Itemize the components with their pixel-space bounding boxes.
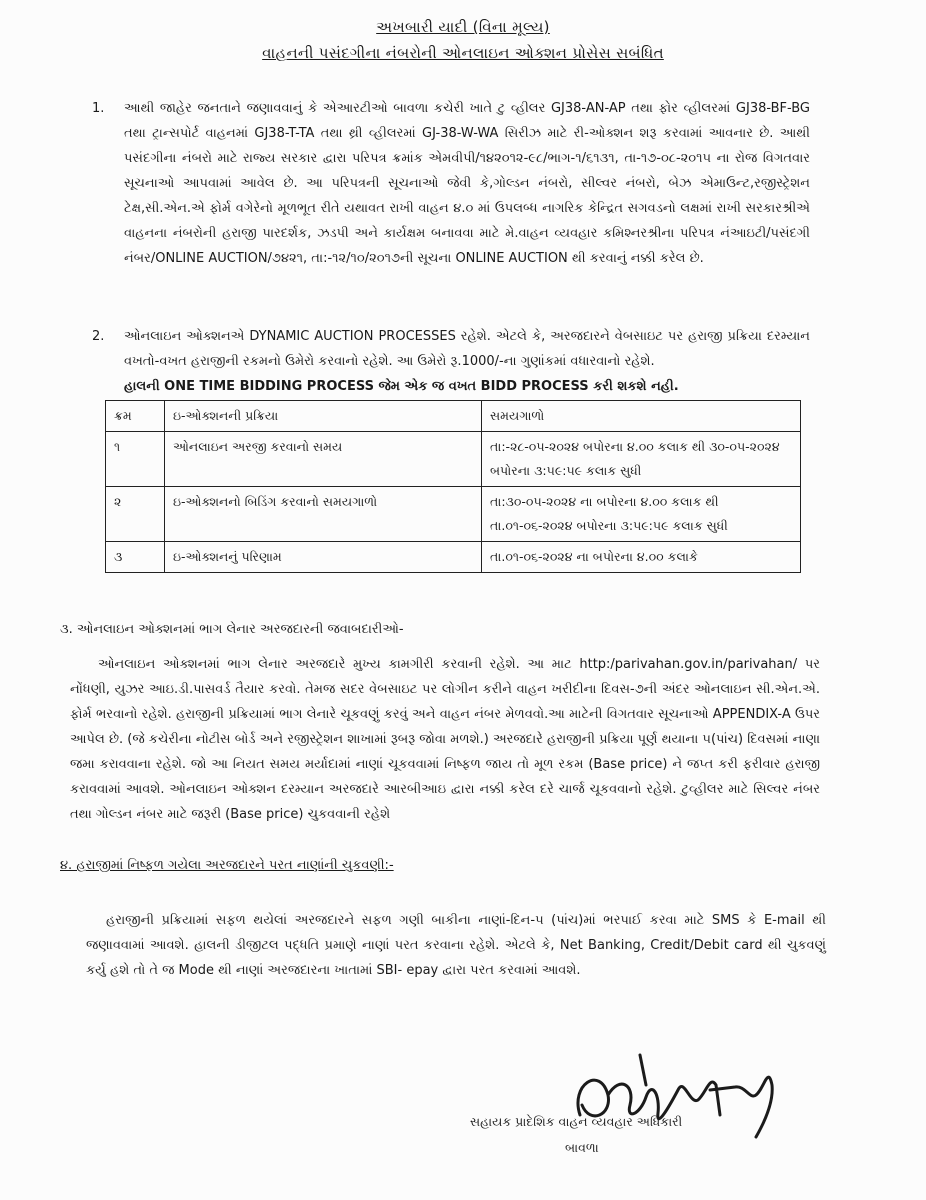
section-4-heading: ૪. હરાજીમાં નિષ્ફળ ગયેલા અરજદારને પરત નાણાંની ચુકવણી:- <box>60 858 394 873</box>
section-1-text: આથી જાહેર જનતાને જણાવવાનું કે એઆરટીઓ બાવળા કચેરી ખાતે ટુ વ્હીલર GJ38-AN-AP તથા ફોર વ્હીલરમાં GJ38-BF-BG તથા ટ્રાન્સપોર્ટ વાહનમાં GJ38-T-TA તથા થ્રી વ્હીલરમાં GJ-38-W-WA સિરીઝ માટે રી-ઓક્શન શરૂ કરવામાં આવનાર છે. આથી પસંદગીના નંબરો માટે રાજ્ય સરકાર દ્વારા પરિપત્ર ક્રમાંક એમવીપી/૧૪૨૦૧૨-૯૮/ભાગ-૧/૬૧૩૧, તા-૧૭-૦૮-૨૦૧૫ ના રોજ વિગતવાર સૂચનાઓ આપવામાં આવેલ છે. આ પરિપત્રની સૂચનાઓ જેવી કે,ગોલ્ડન નંબરો, સીલ્વર નંબરો, બેઝ એમાઉન્ટ,રજીસ્ટ્રેશન ટેક્ષ,સી.એન.એ ફોર્મ વગેરેનો મૂળભૂત રીતે યથાવત રાખી વાહન ૪.૦ માં ઉપલબ્ધ નાગરિક કેન્દ્રિત સગવડનો લક્ષમાં રાખી સરકારશ્રીએ વાહનના નંબરોની હરાજી પારદર્શક, ઝડપી અને કાર્યક્ષમ બનાવવા માટે મે.વાહન વ્યવહાર કમિશ્નરશ્રીના પરિપત્ર નંઆઇટી/પસંદગી નંબર/ONLINE AUCTION/૭૪૨૧, તા:-૧૨/૧૦/૨૦૧૭ની સૂચના ONLINE AUCTION થી કરવાનું નક્કી કરેલ છે. <box>124 101 810 266</box>
row-period: તા.૦૧-૦૬-૨૦૨૪ ના બપોરના ૪.૦૦ કલાકે <box>482 542 801 573</box>
auction-schedule-table <box>105 400 801 573</box>
row-process: ઇ-ઓક્શનનું પરિણામ <box>165 542 482 573</box>
row-sr: ૧ <box>106 432 165 487</box>
row-process: ઇ-ઓક્શનનો બિડિંગ કરવાનો સમયગાળો <box>165 487 482 542</box>
table-row <box>106 487 801 542</box>
signatory-designation: સહાયક પ્રાદેશિક વાહન વ્યવહાર અધિકારી <box>470 1114 683 1129</box>
row-sr: ૨ <box>106 487 165 542</box>
row-sr: ૩ <box>106 542 165 573</box>
row-period: તા:૩૦-૦૫-૨૦૨૪ ના બપોરના ૪.૦૦ કલાક થી તા.૦૧-૦૬-૨૦૨૪ બપોરના ૩:૫૯:૫૯ કલાક સુધી <box>482 487 801 542</box>
section-3-heading: ૩. ઓનલાઇન ઓક્શનમાં ભાગ લેનાર અરજદારની જવાબદારીઓ- <box>60 622 404 637</box>
document-title: અખબારી યાદી (વિના મૂલ્ય) <box>376 18 550 36</box>
section-3-text: ઓનલાઇન ઓક્શનમાં ભાગ લેનાર અરજદારે મુખ્ય કામગીરી કરવાની રહેશે. આ માટ http:/parivahan.gov.in/parivahan/ પર નોંધણી, યુઝર આઇ.ડી.પાસવર્ડ તૈયાર કરવો. તેમજ સદર વેબસાઇટ પર લોગીન કરીને વાહન ખરીદીના દિવસ-૭ની અંદર ઓનલાઇન સી.એન.એ. ફોર્મ ભરવાનો રહેશે. હરાજીની પ્રક્રિયામાં ભાગ લેનારે ચૂકવણું કરવું અને વાહન નંબર મેળવવો.આ માટેની વિગતવાર સૂચનાઓ APPENDIX-A ઉપર આપેલ છે. (જે કચેરીના નોટીસ બોર્ડ અને રજીસ્ટ્રેશન શાખામાં રૂબરૂ જોવા મળશે.) અરજદારે હરાજીની પ્રક્રિયા પૂર્ણ થયાના ૫(પાંચ) દિવસમાં નાણા જમા કરાવવાના રહેશે. જો આ નિયત સમય મર્યાદામાં નાણાં ચૂકવવામાં નિષ્ફળ જાય તો મૂળ રકમ (Base price) ને જપ્ત કરી ફરીવાર હરાજી કરાવવામાં આવશે. ઓનલાઇન ઓક્શન દરમ્યાન અરજદારે આરબીઆઇ દ્વારા નક્કી કરેલ દરે ચાર્જ ચૂકવવાનો રહેશે. ટુવ્હીલર માટે સિલ્વર નંબર તથા ગોલ્ડન નંબર માટે જરૂરી (Base price) ચુકવવાની રહેશે <box>70 657 820 822</box>
section-2-number: 2. <box>92 329 105 344</box>
table-row <box>106 432 801 487</box>
table-header-row <box>106 401 801 432</box>
section-2-text: ઓનલાઇન ઓક્શનએ DYNAMIC AUCTION PROCESSES રહેશે. એટલે કે, અરજદારને વેબસાઇટ પર હરાજી પ્રક્રિયા દરમ્યાન વખતો-વખત હરાજીની રકમનો ઉમેરો કરવાનો રહેશે. આ ઉમેરો રૂ.1000/-ના ગુણાંકમાં વધારવાનો રહેશે. <box>124 329 810 369</box>
section-4-text: હરાજીની પ્રક્રિયામાં સફળ થયેલાં અરજદારને સફળ ગણી બાકીના નાણાં-દિન-૫ (પાંચ)માં ભરપાઈ કરવા માટે SMS કે E-mail થી જણાવવામાં આવશે. હાલની ડીજીટલ પદ્ધતિ પ્રમાણે નાણાં પરત કરવાના રહેશે. એટલે કે, Net Banking, Credit/Debit card થી ચુકવણું કર્યુ હશે તો તે જ Mode થી નાણાં અરજદારના ખાતામાં SBI- epay દ્વારા પરત કરવામાં આવશે. <box>86 913 826 978</box>
document-subtitle: વાહનની પસંદગીના નંબરોની ઓનલાઇન ઓક્શન પ્રોસેસ સબંધિત <box>262 44 664 62</box>
section-1-number: 1. <box>92 101 105 116</box>
table-row <box>106 542 801 573</box>
col-header-period: સમયગાળો <box>482 401 801 432</box>
col-header-process: ઇ-ઓક્શનની પ્રક્રિયા <box>165 401 482 432</box>
row-process: ઓનલાઇન અરજી કરવાનો સમય <box>165 432 482 487</box>
section-2-bold-text: હાલની ONE TIME BIDDING PROCESS જેમ એક જ વખત BIDD PROCESS કરી શકશે નહી. <box>124 379 679 394</box>
row-period: તા:-૨૮-૦૫-૨૦૨૪ બપોરના ૪.૦૦ કલાક થી ૩૦-૦૫-૨૦૨૪ બપોરના ૩:૫૯:૫૯ કલાક સુધી <box>482 432 801 487</box>
signatory-place: બાવળા <box>565 1140 599 1155</box>
col-header-sr: ક્રમ <box>106 401 165 432</box>
